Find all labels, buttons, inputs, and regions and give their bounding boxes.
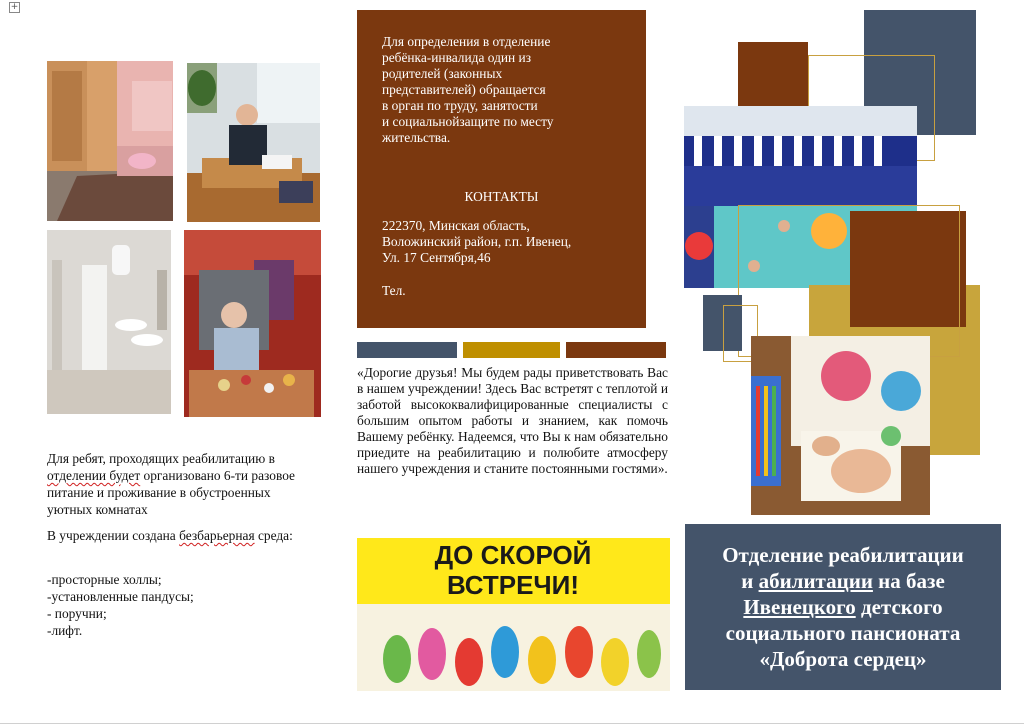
photo-bathroom — [47, 230, 171, 414]
photo-boy-writing — [187, 63, 320, 222]
spell-underlined-word: безбарьерная — [179, 528, 255, 543]
banner-line-1: ДО СКОРОЙ — [434, 540, 592, 570]
see-you-soon-banner — [357, 524, 670, 691]
list-item: - поручни; — [47, 606, 107, 621]
photo-child-drawing — [751, 336, 930, 515]
info-contacts-box — [357, 10, 646, 328]
contacts-address: 222370, Минская область, Воложинский район, г.п. Ивенец, Ул. 17 Сентября,46 — [382, 218, 572, 265]
greeting-text: «Дорогие друзья! Мы будем рады приветствовать Вас в нашем учреждении! Здесь Вас встретят с теплотой и заботой высококвалифицированные специалисты с большим опытом работы и знанием, как помочь Вашему ребёнку. Надеемся, что Вы к нам обязательно приедите на реабилитацию и полюбите атмосферу нашего учреждения и станите постоянными гостями». — [357, 365, 668, 476]
brochure-title: Отделение реабилитации и абилитации на базе Ивенецкого детского социального пансионата «Доброта сердец» — [722, 543, 964, 671]
decor-bar-gold — [463, 342, 560, 358]
accommodation-paragraph: Для ребят, проходящих реабилитацию в отделении будет организовано 6-ти разовое питание и проживание в обустроенных уютных комнатах — [47, 451, 295, 517]
contacts-heading: КОНТАКТЫ — [464, 189, 539, 204]
contacts-phone: Тел. — [382, 283, 406, 298]
barrier-free-paragraph: В учреждении создана безбарьерная среда: — [47, 528, 293, 543]
decor-bar-brown — [566, 342, 666, 358]
banner-line-2: ВСТРЕЧИ! — [446, 570, 580, 600]
facilities-list — [47, 571, 319, 639]
list-item: -установленные пандусы; — [47, 589, 194, 604]
list-item: -просторные холлы; — [47, 572, 162, 587]
list-item: -лифт. — [47, 623, 83, 638]
decor-square-brown-top — [738, 42, 808, 110]
spell-underlined-phrase: отделении будет — [47, 468, 141, 483]
admission-info-text: Для определения в отделение ребёнка-инвалида один из родителей (законных представителей) обращается в орган по труду, занятости и социальнойзащите по месту жительства. — [382, 34, 554, 145]
page-bottom-edge — [0, 723, 1024, 724]
brochure-title-box — [685, 524, 1001, 690]
photo-bedroom — [47, 61, 173, 221]
decor-bar-slate — [357, 342, 457, 358]
table-move-handle-icon[interactable]: + — [10, 2, 19, 12]
photo-child-playing — [184, 230, 321, 417]
decor-outline-gold-mid — [738, 205, 960, 357]
